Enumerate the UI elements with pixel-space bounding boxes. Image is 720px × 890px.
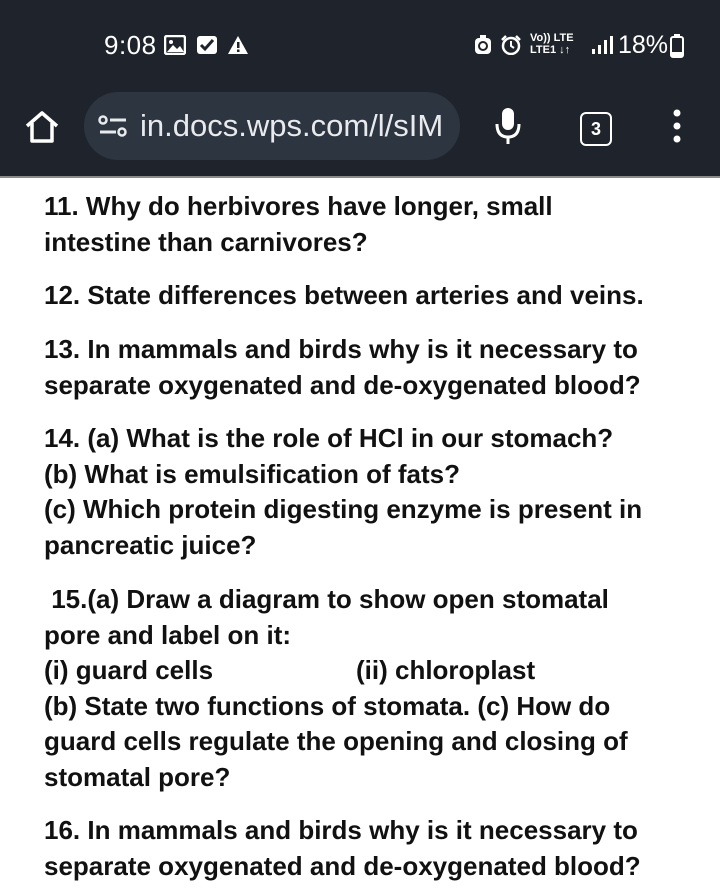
question-11 (44, 189, 694, 260)
text-line: 14. (a) What is the role of HCl in our stomach? (44, 423, 614, 453)
warning-icon (227, 35, 249, 55)
status-time: 9:08 (104, 30, 157, 60)
label-guard-cells: (i) guard cells (44, 655, 214, 685)
signal-icon (590, 35, 614, 55)
text-line: pore and label on it: (44, 619, 292, 650)
alarm-icon (500, 35, 522, 55)
network-type-bottom: LTE1 ↓↑ (530, 44, 571, 56)
text-line: 11. Why do herbivores have longer, small (44, 191, 553, 221)
question-15 (44, 582, 694, 795)
label-row (44, 653, 694, 689)
text-line: 12. State differences between arteries and veins. (44, 280, 644, 310)
question-14 (44, 421, 694, 563)
image-icon (164, 35, 186, 55)
question-12 (44, 278, 694, 314)
text-line: (b) What is emulsification of fats? (44, 458, 461, 489)
network-type-top: Vo)) LTE (530, 32, 574, 44)
text-line: 16. In mammals and birds why is it necessary to (44, 815, 638, 845)
question-13 (44, 332, 694, 403)
microphone-icon[interactable] (494, 106, 522, 146)
text-line: guard cells regulate the opening and closing of (44, 726, 628, 756)
text-line: 15.(a) Draw a diagram to show open stomatal (44, 584, 609, 614)
recycle-icon (472, 35, 494, 55)
label-chloroplast: (ii) chloroplast (356, 655, 536, 685)
battery-icon (670, 34, 684, 58)
more-menu-icon[interactable] (670, 108, 684, 144)
question-16 (44, 813, 694, 884)
text-line: (c) Which protein digesting enzyme is present in (44, 494, 643, 524)
text-line: intestine than carnivores? (44, 226, 368, 257)
checkbox-notification-icon (196, 35, 218, 55)
home-icon[interactable] (24, 110, 60, 144)
text-line: separate oxygenated and de-oxygenated blood? (44, 369, 641, 400)
text-line: separate oxygenated and de-oxygenated blood? (44, 850, 641, 881)
url-text[interactable]: in.docs.wps.com/l/sIM (140, 108, 444, 143)
text-line: pancreatic juice? (44, 529, 257, 560)
battery-percent: 18% (618, 31, 669, 59)
status-bar (0, 0, 720, 90)
text-line: 13. In mammals and birds why is it necessary to (44, 334, 638, 364)
site-settings-icon[interactable] (98, 114, 128, 138)
text-line: (b) State two functions of stomata. (c) How do (44, 690, 611, 721)
tab-switcher-icon[interactable]: 3 (580, 112, 612, 146)
text-line: stomatal pore? (44, 761, 231, 792)
